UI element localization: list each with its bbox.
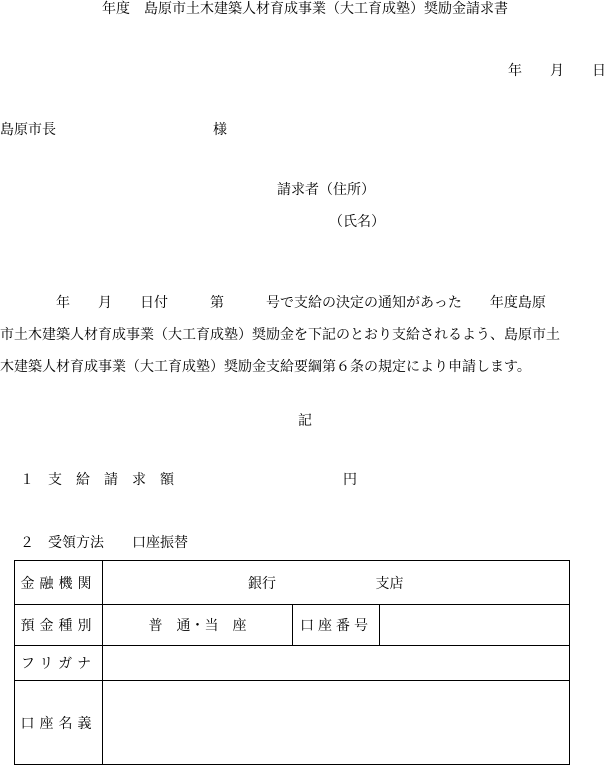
branch-label: 支店 [375,575,404,592]
requester-name-label: （氏名） [329,214,385,230]
addressee: 島原市長 [0,122,56,138]
deposit-type-value[interactable]: 普 通・当 座 [103,605,293,646]
bank-label: 銀行 [248,575,276,592]
ki-heading: 記 [298,413,312,429]
institution-label: 金融機関 [15,561,103,605]
furigana-label: フリガナ [15,646,103,681]
table-row [15,561,570,605]
account-number-field[interactable] [380,605,570,646]
requester-address-label: 請求者（住所） [277,182,375,198]
addressee-suffix: 様 [213,122,227,138]
claim-amount-label: １ 支 給 請 求 額 [20,472,174,488]
paragraph-line: 年 月 日付 第 号で支給の決定の通知があった 年度島原 [0,295,546,311]
account-name-field[interactable] [103,681,570,765]
yen-unit: 円 [343,472,357,488]
receipt-method-label: ２ 受領方法 口座振替 [20,535,188,551]
date-line: 年 月 日 [508,63,606,79]
furigana-field[interactable] [103,646,570,681]
document-title: 年度 島原市土木建築人材育成事業（大工育成塾）奨励金請求書 [102,1,508,17]
request-paragraph [0,287,610,383]
paragraph-line: 木建築人材育成事業（大工育成塾）奨励金支給要綱第６条の規定により申請します。 [0,359,531,375]
bank-account-table [14,560,570,765]
account-number-label: 口座番号 [293,605,380,646]
table-row [15,681,570,765]
institution-field[interactable] [103,561,570,605]
paragraph-line: 市土木建築人材育成事業（大工育成塾）奨励金を下記のとおり支給されるよう、島原市土 [0,327,560,343]
deposit-type-label: 預金種別 [15,605,103,646]
table-row [15,646,570,681]
account-name-label: 口座名義 [15,681,103,765]
table-row [15,605,570,646]
